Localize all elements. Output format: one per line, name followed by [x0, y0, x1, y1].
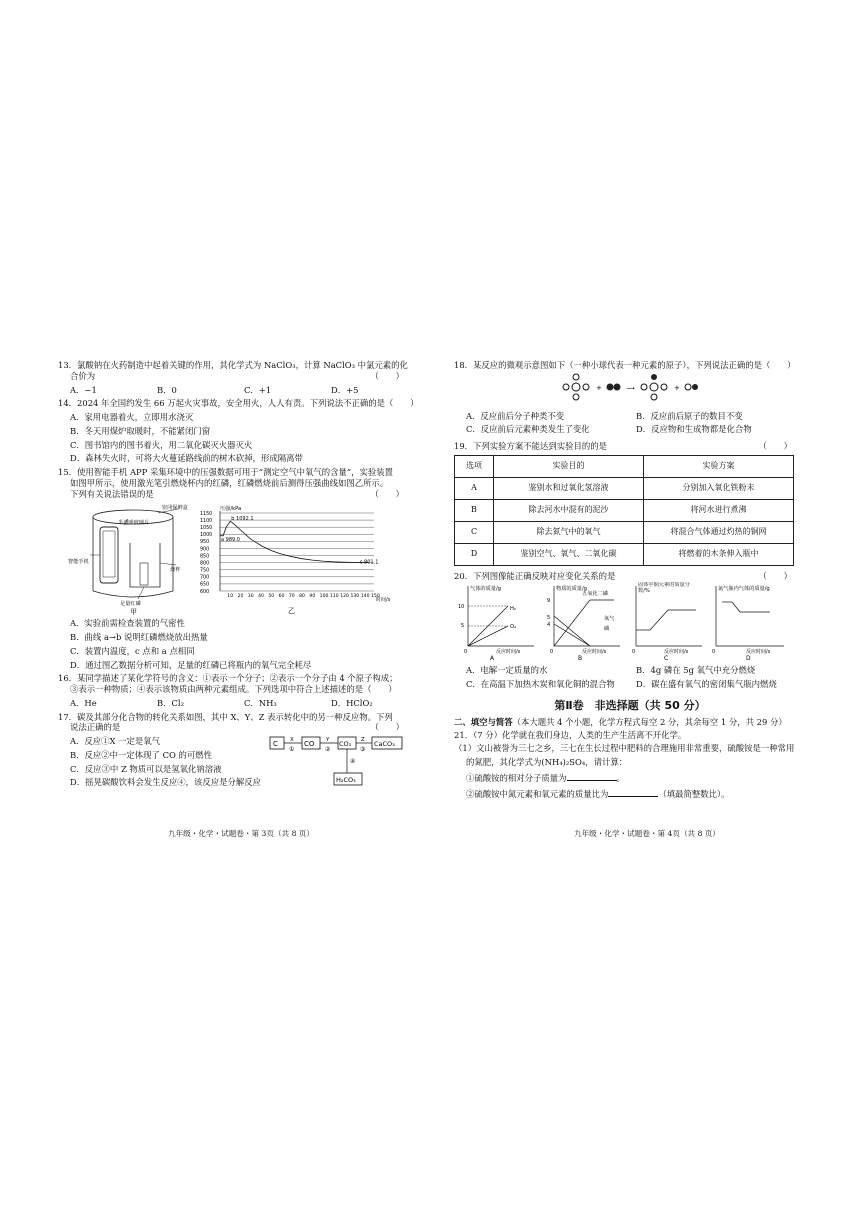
graph-b: [547, 584, 620, 660]
part-2-heading: [454, 717, 806, 728]
x-tick-label: 80: [299, 594, 305, 600]
point-c-label: c 801.1: [359, 559, 379, 566]
option-d[interactable]: D．碳在盛有氧气的密闭集气瓶内燃烧: [636, 679, 777, 689]
y-tick-label: 1000: [200, 533, 213, 539]
option-c[interactable]: C．反应前后元素种类发生了变化: [466, 424, 590, 435]
answer-blank[interactable]: [567, 772, 617, 781]
cell-purpose: 除去氮气中的氧气: [494, 521, 644, 543]
answer-paren: （ ）: [758, 570, 792, 581]
cell-plan: 将燃着的木条伸入瓶中: [644, 543, 794, 565]
question-16: [58, 673, 418, 708]
apparatus-figure: [68, 503, 198, 615]
reactant-z: Z: [361, 737, 365, 743]
options-row: [58, 698, 418, 709]
option-b[interactable]: B．冬天用煤炉取暖时，不能紧闭门窗: [70, 425, 211, 436]
graph-a: [458, 584, 534, 660]
figure-caption: 乙: [288, 607, 295, 616]
option-c[interactable]: C．装置内温度，c 点和 a 点相同: [70, 645, 195, 656]
x-tick-label: 130: [350, 594, 360, 600]
point-a-label: a 989.0: [221, 537, 240, 544]
option-a[interactable]: A．反应前后分子种类不变: [466, 410, 565, 421]
option-b[interactable]: B．反应前后原子的数目不变: [636, 410, 743, 421]
cell-option: D: [455, 543, 494, 565]
y-axis-label: 压强/kPa: [220, 506, 242, 513]
cell-purpose: 鉴别水和过氧化氢溶液: [494, 477, 644, 499]
question-stem: 20．下列图像能正确反映对应变化关系的是: [454, 570, 616, 581]
node-co: CO: [304, 740, 315, 748]
svg-text:+: +: [596, 383, 602, 392]
series-h2: H₂: [510, 605, 516, 612]
options-row: [58, 385, 418, 396]
option-c[interactable]: C．反应③中 Z 物质可以是氢氧化钠溶液: [70, 763, 222, 774]
tick: 5: [461, 622, 465, 629]
option-c[interactable]: C．在高温下加热木炭和氧化铜的混合物: [466, 679, 615, 689]
page-footer: 九年级・化学・试题卷・第 3页（共 8 页）: [168, 829, 314, 838]
question-stem: 17．碳及其部分化合物的转化关系如图，其中 X、Y、Z 表示转化中的另一种反应物。下列: [58, 711, 393, 722]
option-a[interactable]: A．He: [70, 697, 97, 708]
answer-paren: （ ）: [370, 722, 404, 733]
question-19: [454, 441, 806, 566]
cell-purpose: 鉴别空气、氧气、二氧化碳: [494, 543, 644, 565]
tick: 9: [547, 597, 551, 604]
question-14: [58, 398, 418, 464]
item-text-end: （填最简整数比）。: [658, 788, 730, 799]
table-row: [455, 499, 794, 521]
y-tick-label: 700: [200, 575, 210, 581]
x-tick-label: 100: [319, 594, 329, 600]
question-stem: 合价为: [70, 370, 96, 381]
option-d[interactable]: D．反应物和生成物都是化合物: [636, 424, 752, 435]
table-row: [455, 521, 794, 543]
x-tick-label: 70: [288, 594, 295, 600]
options-grid: [454, 411, 806, 439]
option-c[interactable]: C．+1: [244, 384, 272, 395]
option-c[interactable]: C．NH₃: [244, 697, 277, 708]
sub-question-text: 的氮肥，其化学式为(NH₄)₂SO₄，请计算：: [466, 757, 628, 768]
part-note: （本大题共 4 个小题，化学方程式每空 2 分，其余每空 1 分，共 29 分）: [512, 716, 787, 727]
y-tick-label: 600: [200, 590, 210, 596]
origin: 0: [632, 648, 636, 655]
step-4: ④: [350, 758, 356, 765]
label-box: 密闭保鲜盒: [162, 505, 188, 512]
cell-plan: 将河水进行煮沸: [644, 499, 794, 521]
x-tick-label: 90: [309, 594, 316, 600]
option-c[interactable]: C．图书馆内的图书着火，用二氧化碳灭火器灭火: [70, 439, 253, 450]
question-stem: 21．（7 分）化学就在我们身边，人类的生产生活离不开化学。: [454, 729, 687, 740]
question-stem: 如图甲所示，使用激光笔引燃烧杯内的红磷，红磷燃烧前后测得压强曲线如图乙所示。: [70, 477, 389, 488]
option-b[interactable]: B．4g 磷在 5g 氧气中充分燃烧: [636, 665, 756, 676]
graph-d-xlabel: 反应时间/s: [746, 648, 771, 655]
x-tick-label: 140: [360, 594, 370, 600]
point-b-label: b 1092.1: [231, 516, 254, 523]
option-a[interactable]: A．电解一定质量的水: [466, 665, 548, 676]
step-2: ②: [325, 746, 331, 753]
part-heading: 二、填空与简答: [454, 716, 513, 727]
y-tick-label: 900: [200, 547, 210, 553]
graphs-figure: [454, 582, 794, 660]
node-co2: CO₂: [339, 740, 352, 748]
question-stem: 说法正确的是: [70, 722, 121, 733]
option-d[interactable]: D．摇晃碳酸饮料会发生反应④，该反应是分解反应: [70, 777, 261, 788]
option-d[interactable]: D．+5: [331, 384, 359, 395]
option-b[interactable]: B．曲线 a→b 说明红磷燃烧放出热量: [70, 632, 208, 642]
carbon-conversion-diagram: [268, 733, 418, 793]
cell-plan: 分别加入氧化铁粉末: [644, 477, 794, 499]
cell-plan: 将混合气体通过灼热的铜网: [644, 521, 794, 543]
reactant-y: Y: [326, 737, 330, 743]
y-tick-label: 650: [200, 582, 210, 588]
series-p: 磷: [604, 625, 610, 632]
label-phone: 智能手机: [68, 559, 89, 566]
graph-caption: D: [746, 654, 751, 660]
series-o2: 氧气: [604, 615, 615, 622]
option-b[interactable]: B．Cl₂: [157, 697, 184, 708]
question-stem: 18．某反应的微观示意图如下（一种小球代表一种元素的原子），下列说法正确的是（ ）: [454, 360, 796, 370]
graph-caption: C: [664, 654, 669, 660]
step-3: ③: [360, 746, 366, 753]
question-stem: 15．使用智能手机 APP 采集环境中的压强数据可用于“测定空气中氧气的含量”，实验装置: [58, 467, 393, 477]
series-o2: O₂: [510, 623, 517, 630]
x-tick-label: 110: [329, 594, 339, 600]
table-row: [455, 477, 794, 499]
x-tick-label: 10: [227, 594, 234, 600]
node-c: C: [273, 740, 278, 748]
x-tick-label: 40: [258, 594, 264, 600]
svg-text:⟶: ⟶: [626, 384, 635, 392]
header-option: 选项: [455, 455, 494, 477]
question-stem: 下列有关说法错误的是: [70, 488, 154, 499]
label-glass: 半透明玻璃片: [118, 520, 150, 527]
question-21: [454, 730, 806, 800]
graph-b-xlabel: 反应时间/s: [582, 648, 607, 655]
header-purpose: 实验目的: [494, 455, 644, 477]
question-stem: 19．下列实验方案不能达到实验目的的是: [454, 441, 608, 451]
step-1: ①: [289, 746, 295, 753]
svg-text:+: +: [674, 383, 680, 392]
option-d[interactable]: D．HClO₂: [331, 697, 373, 708]
item-text: ①硫酸铵的相对分子质量为: [466, 772, 567, 783]
label-phosphorus: 足量红磷: [120, 601, 141, 608]
question-18: [454, 360, 806, 438]
option-a[interactable]: A．反应①X 一定是氧气: [70, 736, 161, 746]
label-beaker: 烧杯: [170, 567, 181, 574]
tick: 10: [458, 603, 465, 610]
x-tick-label: 150: [371, 594, 380, 600]
graph-caption: B: [578, 654, 583, 660]
question-stem: ③表示一种物质；④表示该物质由两种元素组成。下列选项中符合上述描述的是（ ）: [70, 684, 397, 694]
answer-blank[interactable]: [608, 788, 658, 797]
right-page: [454, 360, 806, 801]
y-tick-label: 1150: [200, 512, 213, 518]
option-b[interactable]: B．0: [157, 384, 177, 395]
cell-option: A: [455, 477, 494, 499]
item-text-end: 。: [616, 772, 625, 783]
question-17: [58, 712, 418, 794]
option-b[interactable]: B．反应②中一定体现了 CO 的可燃性: [70, 749, 213, 760]
cell-option: B: [455, 499, 494, 521]
page-footer: 九年级・化学・试题卷・第 4页（共 8 页）: [574, 829, 720, 838]
graph-c-ylabel: 固体中铜元素的质量分数/%: [638, 581, 690, 594]
answer-paren: （ ）: [370, 370, 404, 381]
left-page: [58, 360, 418, 795]
x-tick-label: 60: [278, 594, 285, 600]
x-tick-label: 120: [340, 594, 349, 600]
answer-paren: （ ）: [370, 488, 404, 499]
graph-c: [632, 582, 702, 660]
section-title: 第Ⅱ卷 非选择题（共 50 分）: [554, 698, 706, 712]
pressure-curve: [220, 521, 369, 562]
graph-a-xlabel: 反应时间/s: [496, 648, 521, 655]
x-tick-label: 20: [237, 594, 244, 600]
cell-option: C: [455, 521, 494, 543]
table-header-row: [455, 455, 794, 477]
options-grid: [454, 665, 806, 693]
experiment-table: [454, 455, 794, 566]
graph-b-ylabel: 物质的质量/g: [556, 585, 587, 592]
item-text: ②硫酸铵中氮元素和氧元素的质量比为: [466, 788, 609, 799]
y-tick-label: 1050: [200, 526, 213, 532]
origin: 0: [464, 648, 468, 655]
origin: 0: [550, 648, 554, 655]
y-tick-label: 800: [200, 561, 210, 567]
tick: 4: [547, 621, 551, 628]
option-a[interactable]: A．实验前需检查装置的气密性: [70, 618, 185, 629]
graph-d-ylabel: 氮气瓶内气体的质量/g: [718, 585, 770, 592]
option-a[interactable]: A．−1: [70, 384, 97, 395]
node-caco3: CaCO₃: [374, 740, 395, 748]
question-stem: 16．某同学描述了某化学符号的含义：①表示一个分子；②表示一个分子由 4 个原子构成；: [58, 673, 398, 684]
table-row: [455, 543, 794, 565]
reactant-x: X: [290, 737, 294, 743]
sub-question-text: （1）文山被誉为三七之乡，三七在生长过程中肥料的合理施用非常重要，硫酸铵是一种常用: [454, 743, 795, 754]
option-d[interactable]: D．通过图乙数据分析可知，足量的红磷已将瓶内的氧气完全耗尽: [70, 659, 312, 670]
x-tick-label: 50: [268, 594, 275, 600]
cell-purpose: 除去河水中混有的泥沙: [494, 499, 644, 521]
figure-caption: 甲: [130, 608, 137, 616]
graph-caption: A: [490, 654, 495, 660]
question-stem: 13．氯酸钠在火药制造中起着关键的作用，其化学式为 NaClO₃，计算 NaClO₃ 中氯元素的化: [58, 360, 408, 370]
pressure-chart: [198, 503, 398, 615]
question-stem: 14．2024 年全国约发生 66 万起火灾事故，安全用火，人人有责。下列说法不正确的是（ ）: [58, 398, 419, 409]
question-20: [454, 571, 806, 693]
header-plan: 实验方案: [644, 455, 794, 477]
x-axis-label: 时间/s: [376, 597, 391, 604]
option-a[interactable]: A．家用电器着火，立即用水浇灭: [70, 412, 194, 422]
graph-a-ylabel: 气体的质量/g: [470, 585, 501, 592]
option-d[interactable]: D．森林失火时，可将大火蔓延路线前的树木砍掉，形成隔离带: [70, 453, 303, 464]
node-h2co3: H₂CO₃: [336, 776, 356, 784]
series-p2o5: 五氧化二磷: [582, 590, 608, 597]
answer-paren: （ ）: [758, 441, 792, 451]
graph-c-xlabel: 反应时间/s: [664, 648, 689, 655]
tick: 5: [547, 614, 551, 621]
y-tick-label: 750: [200, 568, 210, 574]
y-tick-label: 1100: [200, 519, 213, 525]
origin: 0: [712, 648, 716, 655]
reaction-micro-diagram: [554, 371, 754, 405]
question-15: [58, 467, 418, 670]
y-tick-label: 950: [200, 540, 210, 546]
y-tick-label: 850: [200, 554, 210, 560]
graph-d: [712, 584, 784, 660]
question-13: [58, 360, 418, 395]
figure-row: [68, 503, 418, 615]
x-tick-label: 30: [247, 594, 254, 600]
